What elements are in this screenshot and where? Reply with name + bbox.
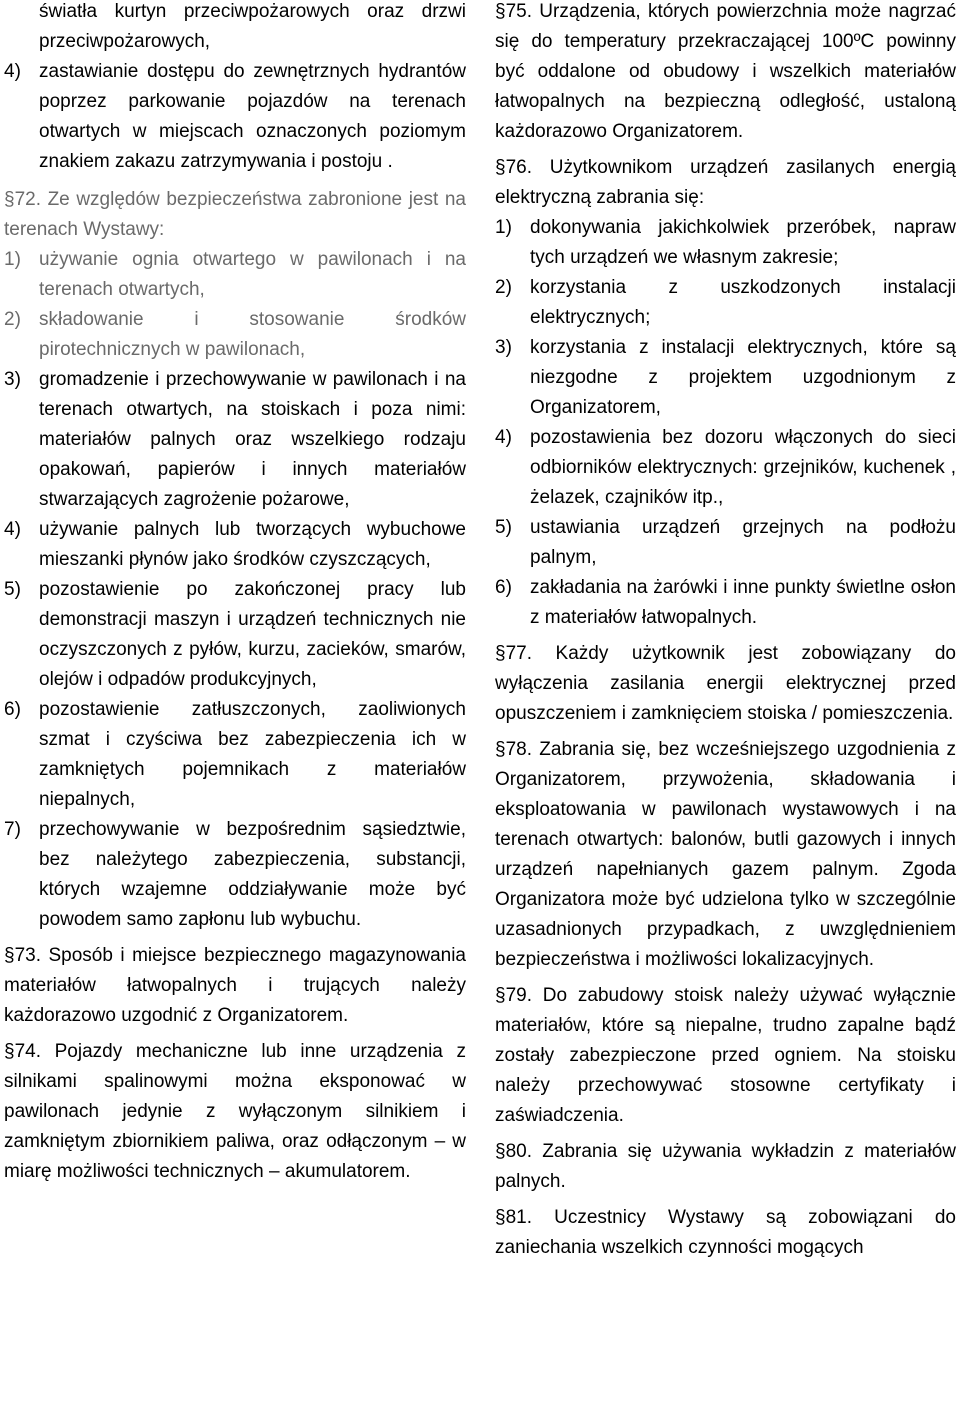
list-item xyxy=(495,333,956,423)
list-item-text: światła kurtyn przeciwpożarowych oraz drzwi przeciwpożarowych, xyxy=(39,1,466,52)
list-item-number: 6) xyxy=(4,699,21,720)
section-79: §79. Do zabudowy stoisk należy używać wyłącznie materiałów, które są niepalne, trudno zapalne bądź zostały zabezpieczone przed ogniem. Na stoisku należy przechowywać stosowne certyfikaty i zaświadczenia. xyxy=(495,985,956,1126)
section-77: §77. Każdy użytkownik jest zobowiązany do wyłączenia zasilania energii elektrycznej przed opuszczeniem i zamknięciem stoiska / pomieszczenia. xyxy=(495,643,956,724)
list-item xyxy=(4,365,466,515)
list-item xyxy=(4,515,466,575)
list-item xyxy=(495,273,956,333)
list-item-text: zakładania na żarówki i inne punkty świetlne osłon z materiałów łatwopalnych. xyxy=(530,577,956,628)
section-76-intro: §76. Użytkownikom urządzeń zasilanych energią elektryczną zabrania się: xyxy=(495,157,956,208)
list-item-text: używanie palnych lub tworzących wybuchowe mieszanki płynów jako środków czyszczących, xyxy=(39,519,466,570)
list-item-text: przechowywanie w bezpośrednim sąsiedztwie, bez należytego zabezpieczenia, substancji, których wzajemne oddziaływanie może być powodem samo zapłonu lub wybuchu. xyxy=(39,819,466,930)
list-item-text: zastawianie dostępu do zewnętrznych hydrantów poprzez parkowanie pojazdów na terenach otwartych w miejscach oznaczonych poziomym znakiem zakazu zatrzymywania i postoju . xyxy=(39,61,466,172)
section-81: §81. Uczestnicy Wystawy są zobowiązani do zaniechania wszelkich czynności mogących xyxy=(495,1207,956,1258)
section-72-list xyxy=(4,245,466,935)
list-item-number: 4) xyxy=(4,61,21,82)
list-item-number: 3) xyxy=(4,369,21,390)
list-item-number: 3) xyxy=(495,337,512,358)
list-item xyxy=(4,0,466,57)
section-78: §78. Zabrania się, bez wcześniejszego uzgodnienia z Organizatorem, przywożenia, składowania i eksploatowania w pawilonach wystawowych i na terenach otwartych: balonów, butli gazowych i innych urządzeń napełnianych gazem palnym. Zgoda Organizatora może być udzielona tylko w szczególnie uzasadnionych przypadkach, z uwzględnieniem bezpieczeństwa i możliwości lokalizacyjnych. xyxy=(495,739,956,970)
list-item-text: pozostawienia bez dozoru włączonych do sieci odbiorników elektrycznych: grzejników, kuchenek , żelazek, czajników itp., xyxy=(530,427,956,508)
continuation-list xyxy=(4,0,466,177)
list-item-text: gromadzenie i przechowywanie w pawilonach i na terenach otwartych, na stoiskach i poza nimi: materiałów palnych oraz wszelkiego rodzaju opakowań, papierów i innych materiałów stwarzających zagrożenie pożarowe, xyxy=(39,369,466,510)
list-item xyxy=(4,305,466,365)
list-item xyxy=(4,57,466,177)
section-76-list xyxy=(495,213,956,633)
right-column xyxy=(495,0,956,1269)
list-item-text: pozostawienie zatłuszczonych, zaoliwionych szmat i czyściwa bez zabezpieczenia ich w zamkniętych pojemnikach z materiałów niepalnych, xyxy=(39,699,466,810)
list-item xyxy=(495,423,956,513)
list-item-text: korzystania z instalacji elektrycznych, które są niezgodne z projektem uzgodnionym z Organizatorem, xyxy=(530,337,956,418)
list-item xyxy=(4,245,466,305)
list-item-number: 1) xyxy=(4,249,21,270)
section-75: §75. Urządzenia, których powierzchnia może nagrzać się do temperatury przekraczającej 100ºC powinny być oddalone od obudowy i wszelkich materiałów łatwopalnych na bezpieczną odległość, ustaloną każdorazowo Organizatorem. xyxy=(495,1,956,142)
list-item-text: pozostawienie po zakończonej pracy lub demonstracji maszyn i urządzeń technicznych nie oczyszczonych z pyłów, kurzu, zacieków, smarów, olejów i odpadów produkcyjnych, xyxy=(39,579,466,690)
list-item xyxy=(495,513,956,573)
list-item xyxy=(495,213,956,273)
list-item-number: 4) xyxy=(495,427,512,448)
list-item-number: 4) xyxy=(4,519,21,540)
list-item-text: używanie ognia otwartego w pawilonach i na terenach otwartych, xyxy=(39,249,466,300)
list-item-text: składowanie i stosowanie środków pirotechnicznych w pawilonach, xyxy=(39,309,466,360)
section-73: §73. Sposób i miejsce bezpiecznego magazynowania materiałów łatwopalnych i trujących należy każdorazowo uzgodnić z Organizatorem. xyxy=(4,945,466,1026)
list-item-number: 5) xyxy=(4,579,21,600)
left-column xyxy=(4,0,466,1193)
list-item xyxy=(4,575,466,695)
list-item xyxy=(4,695,466,815)
section-74: §74. Pojazdy mechaniczne lub inne urządzenia z silnikami spalinowymi można eksponować w pawilonach jedynie z wyłączonym silnikiem i zamkniętym zbiornikiem paliwa, oraz odłączonym – w miarę możliwości technicznych – akumulatorem. xyxy=(4,1041,466,1182)
list-item-number: 5) xyxy=(495,517,512,538)
list-item-text: dokonywania jakichkolwiek przeróbek, napraw tych urządzeń we własnym zakresie; xyxy=(530,217,956,268)
list-item-number: 6) xyxy=(495,577,512,598)
section-72-intro: §72. Ze względów bezpieczeństwa zabronione jest na terenach Wystawy: xyxy=(4,189,466,240)
list-item xyxy=(4,815,466,935)
list-item-number: 7) xyxy=(4,819,21,840)
list-item-number: 2) xyxy=(495,277,512,298)
list-item-number: 2) xyxy=(4,309,21,330)
list-item-text: ustawiania urządzeń grzejnych na podłożu palnym, xyxy=(530,517,956,568)
section-80: §80. Zabrania się używania wykładzin z materiałów palnych. xyxy=(495,1141,956,1192)
list-item-text: korzystania z uszkodzonych instalacji elektrycznych; xyxy=(530,277,956,328)
list-item-number: 1) xyxy=(495,217,512,238)
list-item xyxy=(495,573,956,633)
